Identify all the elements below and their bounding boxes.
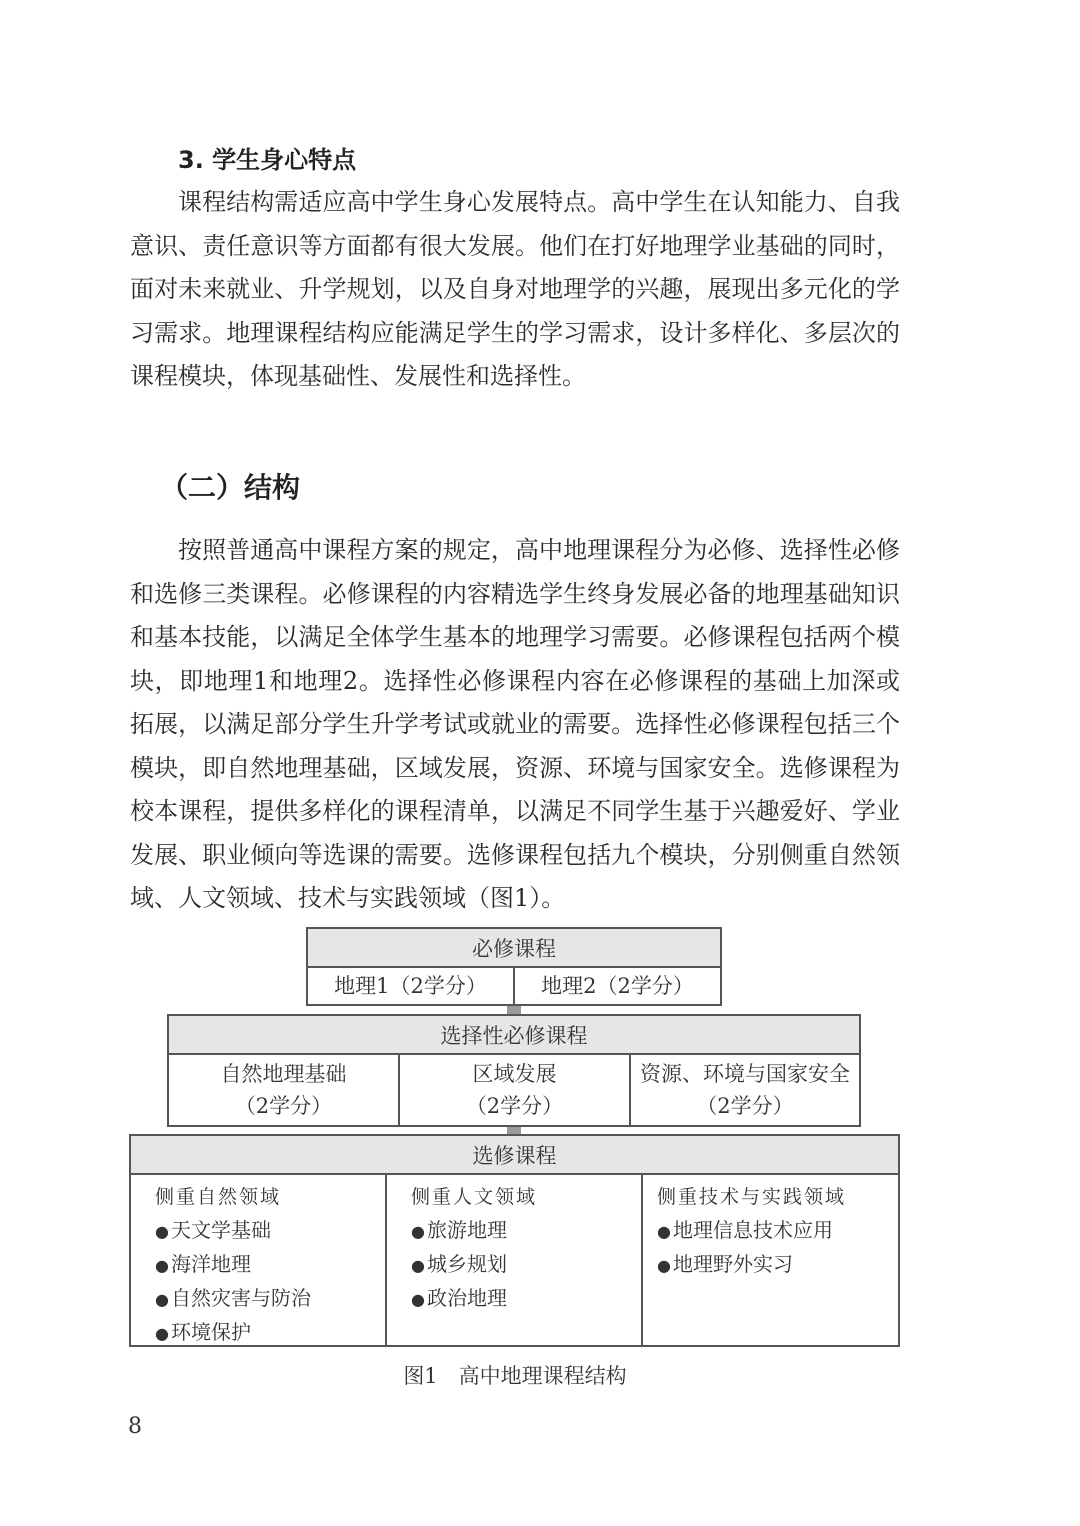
bullet-icon: ● <box>657 1256 671 1275</box>
list-item-label: 政治地理 <box>426 1286 507 1310</box>
selective-module-1 <box>169 1056 398 1124</box>
list-item-label: 环境保护 <box>170 1320 251 1344</box>
compulsory-module-2: 地理2（2学分） <box>541 974 694 998</box>
list-item <box>411 1282 641 1316</box>
list-item <box>155 1282 385 1316</box>
section-heading: （二）结构 <box>160 471 301 504</box>
elective-column-title: 侧重自然领域 <box>155 1186 282 1208</box>
elective-column-technology <box>643 1175 898 1345</box>
compulsory-module-1: 地理1（2学分） <box>334 974 487 998</box>
list-item-label: 旅游地理 <box>426 1218 507 1242</box>
bullet-icon: ● <box>155 1256 169 1275</box>
subsection-heading: 3. 学生身心特点 <box>178 146 357 174</box>
list-item <box>411 1214 641 1248</box>
selective-module-2-credits: （2学分） <box>465 1094 564 1118</box>
list-item <box>155 1316 385 1350</box>
list-item-label: 天文学基础 <box>170 1218 271 1242</box>
bullet-icon: ● <box>155 1324 169 1343</box>
list-item-label: 自然灾害与防治 <box>170 1286 311 1310</box>
selective-module-3 <box>631 1056 859 1124</box>
list-item <box>657 1248 898 1282</box>
paragraph-student-traits: 课程结构需适应高中学生身心发展特点。高中学生在认知能力、自我意识、责任意识等方面都有很大发展。他们在打好地理学业基础的同时，面对未来就业、升学规划，以及自身对地理学的兴趣，展现出多元化的学习需求。地理课程结构应能满足学生的学习需求，设计多样化、多层次的课程模块，体现基础性、发展性和选择性。 <box>130 188 900 390</box>
paragraph-structure: 按照普通高中课程方案的规定，高中地理课程分为必修、选择性必修和选修三类课程。必修课程的内容精选学生终身发展必备的地理基础知识和基本技能，以满足全体学生基本的地理学习需要。必修课程包括两个模块，即地理1和地理2。选择性必修课程内容在必修课程的基础上加深或拓展，以满足部分学生升学考试或就业的需要。选择性必修课程包括三个模块，即自然地理基础，区域发展，资源、环境与国家安全。选修课程为校本课程，提供多样化的课程清单，以满足不同学生基于兴趣爱好、学业发展、职业倾向等选课的需要。选修课程包括九个模块，分别侧重自然领域、人文领域、技术与实践领域（图1）。 <box>130 536 900 912</box>
bullet-icon: ● <box>411 1256 425 1275</box>
elective-column-natural <box>131 1175 385 1345</box>
list-item-label: 地理信息技术应用 <box>672 1218 833 1242</box>
elective-column-title: 侧重技术与实践领域 <box>657 1186 847 1208</box>
bullet-icon: ● <box>411 1222 425 1241</box>
list-item <box>155 1248 385 1282</box>
bullet-icon: ● <box>411 1290 425 1309</box>
figure-caption: 图1 高中地理课程结构 <box>403 1364 627 1388</box>
selective-module-2-name: 区域发展 <box>472 1062 557 1086</box>
list-item-label: 城乡规划 <box>426 1252 507 1276</box>
selective-compulsory-title: 选择性必修课程 <box>169 1016 859 1053</box>
selective-module-3-name: 资源、环境与国家安全 <box>640 1062 850 1086</box>
compulsory-title: 必修课程 <box>308 929 720 966</box>
selective-module-1-credits: （2学分） <box>234 1094 333 1118</box>
selective-compulsory-divider <box>167 1053 861 1055</box>
selective-module-2 <box>400 1056 629 1124</box>
selective-module-1-name: 自然地理基础 <box>220 1062 347 1086</box>
list-item <box>411 1248 641 1282</box>
list-item-label: 海洋地理 <box>170 1252 251 1276</box>
page-number: 8 <box>128 1414 142 1439</box>
elective-title: 选修课程 <box>131 1136 898 1173</box>
list-item-label: 地理野外实习 <box>672 1252 793 1276</box>
bullet-icon: ● <box>155 1290 169 1309</box>
elective-column-humanities <box>387 1175 641 1345</box>
selective-module-3-credits: （2学分） <box>696 1094 794 1118</box>
elective-column-title: 侧重人文领域 <box>411 1186 538 1208</box>
list-item <box>155 1214 385 1248</box>
list-item <box>657 1214 898 1248</box>
bullet-icon: ● <box>657 1222 671 1241</box>
bullet-icon: ● <box>155 1222 169 1241</box>
